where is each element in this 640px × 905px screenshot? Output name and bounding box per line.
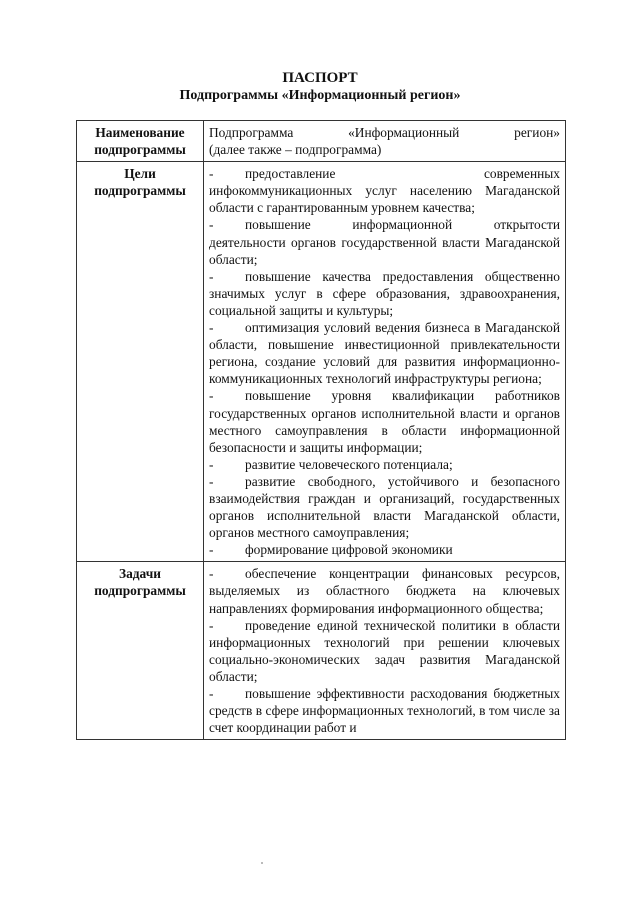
list-item (209, 456, 560, 473)
bullet-dash: - (209, 566, 214, 582)
list-item (209, 565, 560, 616)
goal-text: повышение информационной открытости деятельности органов государственной власти Магаданской области; (209, 217, 560, 267)
task-text: повышение эффективности расходования бюджетных средств в сфере информационных технологий, в том числе за счет координации работ и (209, 686, 560, 736)
goal-text: формирование цифровой экономики (245, 542, 453, 558)
scan-speck (261, 862, 263, 864)
bullet-dash: - (209, 617, 214, 633)
goal-text: развитие человеческого потенциала; (245, 456, 453, 472)
program-name-text: Подпрограмма «Информационный регион» (209, 125, 560, 140)
list-item (209, 165, 560, 216)
bullet-dash: - (209, 473, 214, 489)
goal-text: повышение качества предоставления общественно значимых услуг в сфере образования, здравоохранения, социальной защиты и культуры; (209, 268, 560, 318)
goal-text: повышение уровня квалификации работников государственных органов исполнительной власти и органов местного самоуправления в области информационной безопасности и защиты информации; (209, 388, 560, 455)
bullet-dash: - (209, 217, 214, 233)
list-item (209, 541, 560, 558)
list-item (209, 319, 560, 387)
list-item (209, 387, 560, 455)
task-text: обеспечение концентрации финансовых ресурсов, выделяемых из областного бюджета на ключевых направлениях формирования информационного общества; (209, 566, 560, 616)
list-item (209, 473, 560, 541)
bullet-dash: - (209, 320, 214, 336)
list-item (209, 617, 560, 685)
bullet-dash: - (209, 166, 214, 182)
row-content-goals (204, 162, 566, 562)
list-item (209, 685, 560, 736)
row-label-tasks: Задачи подпрограммы (77, 562, 204, 740)
row-content-name (204, 121, 566, 162)
document-subtitle: Подпрограммы «Информационный регион» (179, 88, 461, 103)
table-row (77, 121, 566, 162)
bullet-dash: - (209, 686, 214, 701)
table-row (77, 162, 566, 562)
row-label-goals: Цели подпрограммы (77, 162, 204, 562)
bullet-dash: - (209, 456, 214, 472)
row-label-name: Наименование подпрограммы (77, 121, 204, 162)
bullet-dash: - (209, 388, 214, 404)
goal-text: развитие свободного, устойчивого и безопасного взаимодействия граждан и организаций, государственных органов исполнительной власти Магаданской области, органов местного самоуправления; (209, 473, 560, 541)
list-item (209, 216, 560, 267)
table-row (77, 562, 566, 740)
task-text: проведение единой технической политики в области информационных технологий при решении ключевых социально-экономических задач развития Магаданской области; (209, 617, 560, 684)
program-name-note: (далее также – подпрограмма) (209, 142, 382, 158)
row-content-tasks (204, 562, 566, 740)
bullet-dash: - (209, 268, 214, 284)
document-title: ПАСПОРТ (282, 70, 358, 86)
bullet-dash: - (209, 542, 214, 558)
goal-text: оптимизация условий ведения бизнеса в Магаданской области, повышение инвестиционной привлекательности региона, создание условий для развития информационно-коммуникационных технологий инфраструктуры региона; (209, 320, 560, 387)
goal-text: предоставление современных инфокоммуникационных услуг населению Магаданской области с гарантированным уровнем качества; (209, 166, 560, 216)
list-item (209, 268, 560, 319)
passport-table (76, 120, 566, 740)
